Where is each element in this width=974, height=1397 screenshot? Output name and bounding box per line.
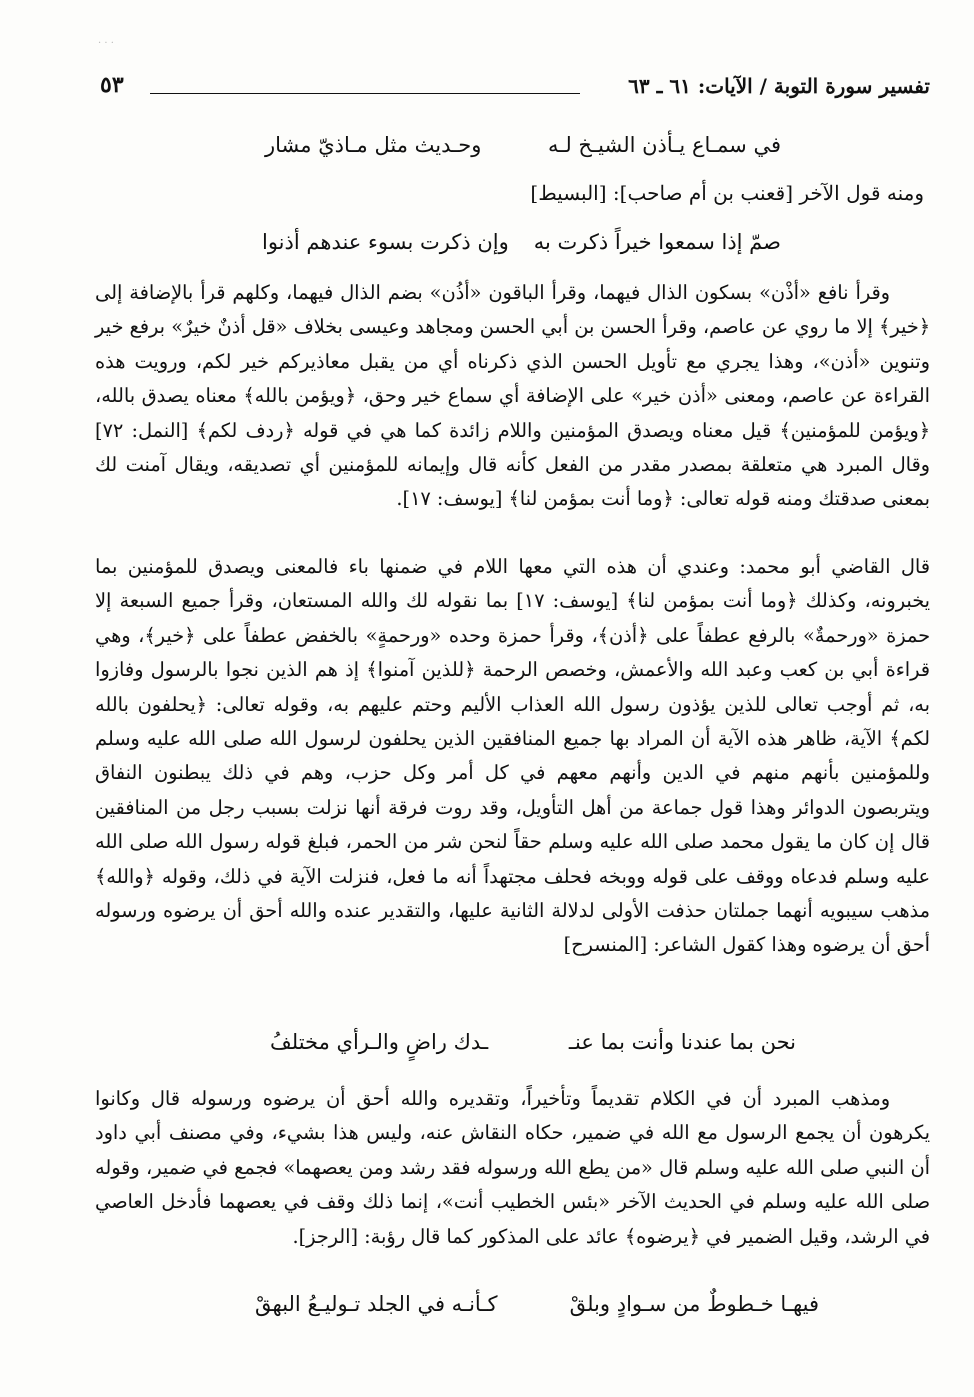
verse3-second-hemistich: ـدك راضٍ والـرأي مختلفُ <box>270 1030 489 1054</box>
page-number: ٥٣ <box>100 72 124 98</box>
header-rule <box>150 93 580 94</box>
paragraph-1: وقرأ نافع «أذْن» بسكون الذال فيهما، وقرأ الباقون «أذُن» بضم الذال فيهما، وكلهم قرأ بالإضافة إلى ﴿خير﴾ إلا ما روي عن عاصم، وقرأ الحسن بن أبي الحسن ومجاهد وعيسى بخلاف «قل أذنٌ خيرٌ» برفع خير وتنوين «أذن»، وهذا يجري مع تأويل الحسن الذي ذكرناه أي من يقبل معاذيركم خير لكم، ورويت هذه القراءة عن عاصم، ومعنى «أذن خير» على الإضافة أي سماع خير وحق، ﴿ويؤمن بالله﴾ معناه يصدق بالله، ﴿ويؤمن للمؤمنين﴾ قيل معناه ويصدق المؤمنين واللام زائدة كما هي في قوله ﴿ردف لكم﴾ [النمل: ٧٢] وقال المبرد هي متعلقة بمصدر مقدر من الفعل كأنه قال وإيمانه للمؤمنين أي تصديقه، ويقال آمنت لك بمعنى صدقتك ومنه قوله تعالى: ﴿وما أنت بمؤمن لنا﴾ [يوسف: ١٧]. <box>95 281 930 511</box>
verse3-first-hemistich: نحن بما عندنا وأنت بما عنـ <box>568 1030 796 1054</box>
verse4-first-hemistich: فيهـا خـطوطٌ من سـوادٍ وبلقْ <box>569 1292 819 1316</box>
verse4-second-hemistich: كـأنـه في الجلد تـوليـعُ البهقْ <box>255 1292 498 1316</box>
verse2-second-hemistich: وإن ذكرت بسوء عندهم أذنوا <box>262 230 509 254</box>
page-header <box>100 72 930 106</box>
paragraph-2: قال القاضي أبو محمد: وعندي أن هذه التي معها اللام في ضمنها باء فالمعنى ويصدق للمؤمنين بما يخبرونه، وكذلك ﴿وما أنت بمؤمن لنا﴾ [يوسف: ١٧] بما نقوله لك والله المستعان، وقرأ جميع السبعة إلا حمزة «ورحمةٌ» بالرفع عطفاً على ﴿أذن﴾، وقرأ حمزة وحده «ورحمةٍ» بالخفض عطفاً على ﴿خير﴾، وهي قراءة أبي بن كعب وعبد الله والأعمش، وخصص الرحمة ﴿للذين آمنوا﴾ إذ هم الذين نجوا بالرسول وفازوا به، ثم أوجب تعالى للذين يؤذون رسول الله العذاب الأليم وحتم عليهم به، وقوله تعالى: ﴿يحلفون بالله لكم﴾ الآية، ظاهر هذه الآية أن المراد بها جميع المنافقين الذين يحلفون لرسول الله صلى الله عليه وسلم وللمؤمنين بأنهم منهم في الدين وأنهم معهم في كل أمر وكل حزب، وهم في ذلك يبطنون النفاق ويتربصون الدوائر وهذا قول جماعة من أهل التأويل، وقد روت فرقة أنها نزلت بسبب رجل من المنافقين قال إن كان ما يقول محمد صلى الله عليه وسلم حقاً لنحن شر من الحمر، فبلغ قوله رسول الله صلى الله عليه وسلم فدعاه ووقف على قوله ووبخه فحلف مجتهداً أنه ما فعل، فنزلت الآية في ذلك، وقوله ﴿والله﴾ مذهب سيبويه أنهما جملتان حذفت الأولى لدلالة الثانية عليها، والتقدير عنده والله أحق أن يرضوه ورسوله أحق أن يرضوه وهذا كقول الشاعر: [المنسرح] <box>95 555 931 957</box>
running-title: تفسير سورة التوبة / الآيات: ٦١ ـ ٦٣ <box>628 74 930 98</box>
verse1-first-hemistich: في سمـاع يـأذن الشيـخ لـه <box>547 133 781 157</box>
paragraph-3: ومذهب المبرد أن في الكلام تقديماً وتأخيراً، وتقديره والله أحق أن يرضوه ورسوله قال وكانوا يكرهون أن يجمع الرسول مع الله في ضمير، حكاه النقاش عنه، وليس هذا بشيء، وفي مصنف أبي داود أن النبي صلى الله عليه وسلم قال «من يطع الله ورسوله فقد رشد ومن يعصهما» فجمع في ضمير، وقوله صلى الله عليه وسلم في الحديث الآخر «بئس الخطيب أنت»، إنما ذلك وقف في يعصهما فأدخل العاصي في الرشد، وقيل الضمير في ﴿يرضوه﴾ عائد على المذكور كما قال رؤبة: [الرجز]. <box>95 1087 930 1248</box>
scan-speckle: · · · <box>98 38 114 49</box>
verse2-first-hemistich: صمّ إذا سمعوا خيراً ذكرت به <box>533 230 781 254</box>
poem-intro-line: ومنه قول الآخر [قعنب بن أم صاحب]: [البسيط] <box>530 181 924 205</box>
verse1-second-hemistich: وحـديث مثل مـاذيّ مشار <box>265 133 482 157</box>
